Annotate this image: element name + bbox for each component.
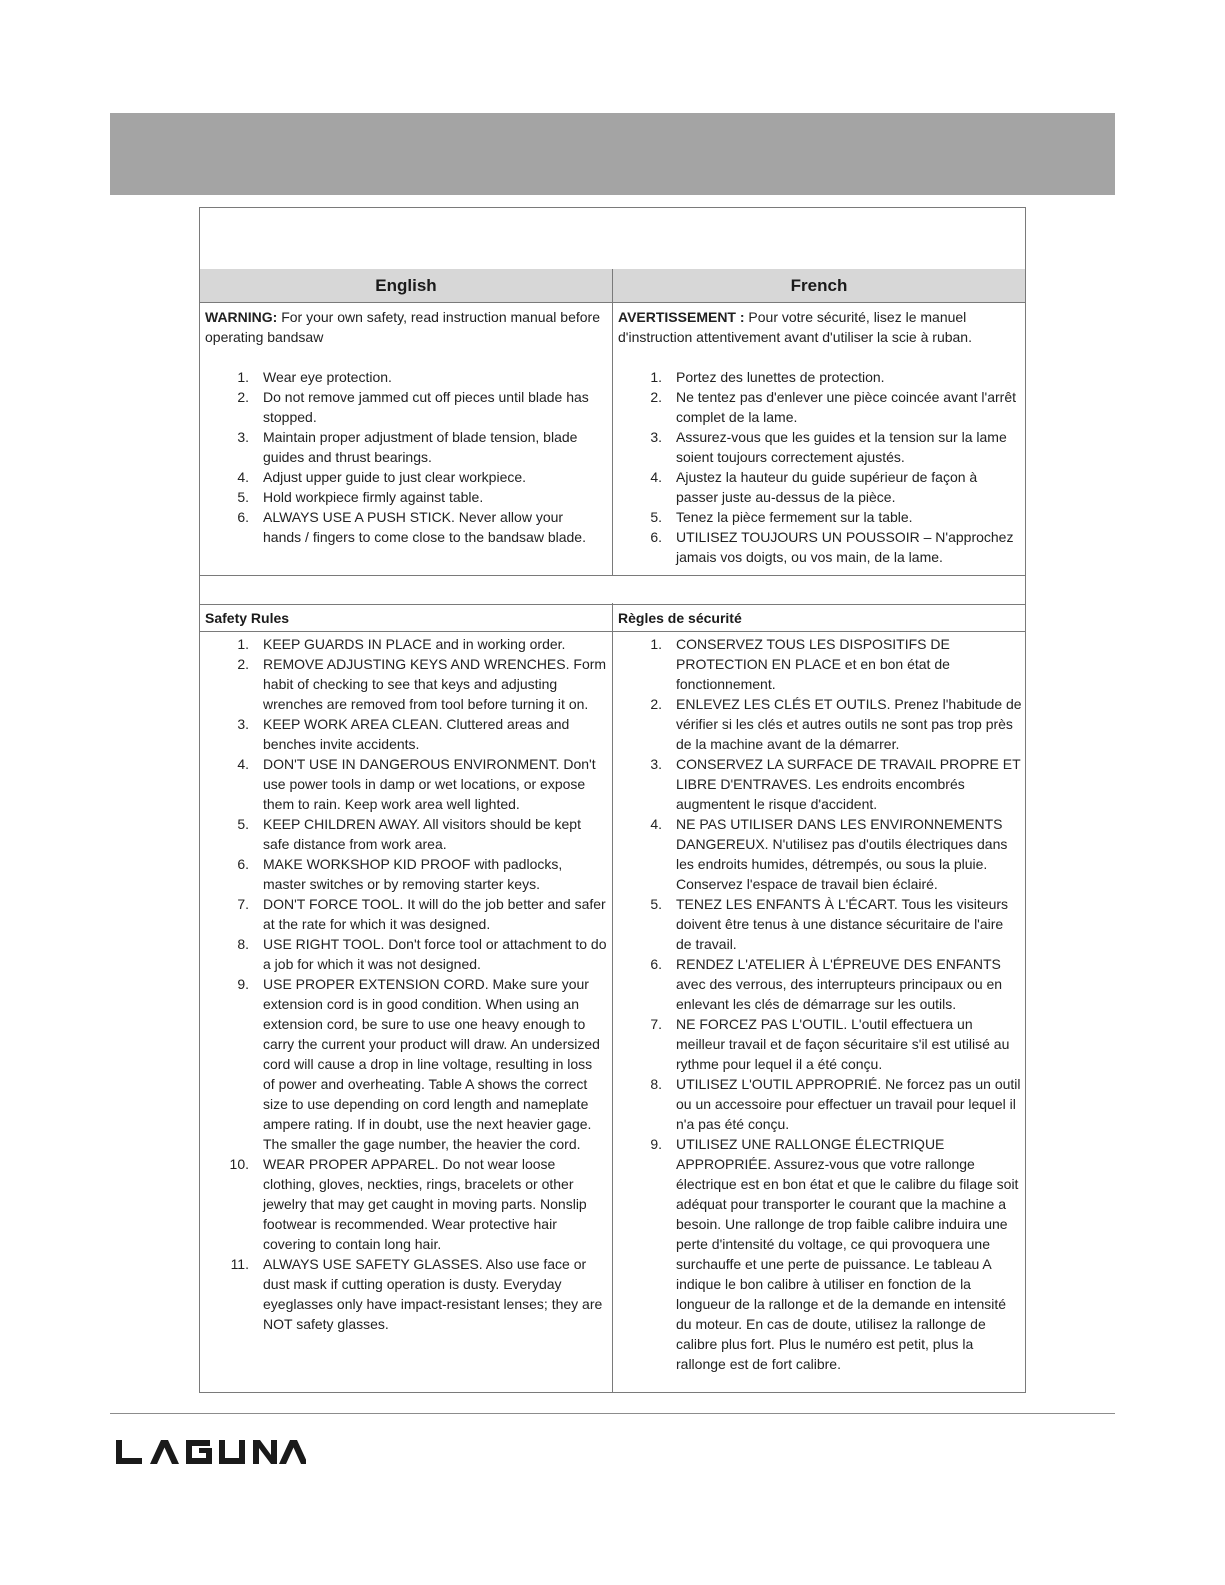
safety-rule-item	[205, 814, 607, 854]
list-number: 6.	[237, 856, 249, 872]
safety-rule-item	[205, 934, 607, 974]
warning-list-english	[205, 367, 605, 547]
list-number: 1.	[650, 369, 662, 385]
list-item-text: UTILISEZ L'OUTIL APPROPRIÉ. Ne forcez pas un outil ou un accessoire pour effectuer un travail pour lequel il n'a pas été conçu.	[676, 1076, 1021, 1132]
list-item-text: WEAR PROPER APPAREL. Do not wear loose clothing, gloves, neckties, rings, bracelets or other jewelry that may get caught in moving parts. Nonslip footwear is recommended. Wear protective hair covering to contain long hair.	[263, 1156, 587, 1252]
list-item-text: Ajustez la hauteur du guide supérieur de façon à passer juste au-dessus de la pièce.	[676, 469, 978, 505]
list-number: 5.	[650, 896, 662, 912]
list-item-text: DON'T USE IN DANGEROUS ENVIRONMENT. Don't use power tools in damp or wet locations, or expose them to rain. Keep work area well lighted.	[263, 756, 596, 812]
list-item-text: NE FORCEZ PAS L'OUTIL. L'outil effectuera un meilleur travail et de façon sécuritaire s'il est utilisé au rythme pour lequel il a été conçu.	[676, 1016, 1010, 1072]
list-number: 5.	[237, 489, 249, 505]
list-item-text: Ne tentez pas d'enlever une pièce coincée avant l'arrêt complet de la lame.	[676, 389, 1016, 425]
laguna-logo	[116, 1440, 306, 1464]
list-item-text: CONSERVEZ TOUS LES DISPOSITIFS DE PROTECTION EN PLACE et en bon état de fonctionnement.	[676, 636, 950, 692]
list-number: 10.	[229, 1156, 249, 1172]
list-number: 4.	[237, 756, 249, 772]
list-number: 4.	[650, 816, 662, 832]
table-spacer-row	[200, 575, 1025, 605]
list-item-text: TENEZ LES ENFANTS À L'ÉCART. Tous les visiteurs doivent être tenus à une distance sécuritaire de l'aire de travail.	[676, 896, 1009, 952]
warning-english	[205, 307, 605, 547]
list-item-text: KEEP WORK AREA CLEAN. Cluttered areas and benches invite accidents.	[263, 716, 570, 752]
safety-rule-item	[618, 634, 1022, 694]
column-divider-top	[612, 269, 613, 575]
safety-rule-item	[618, 1074, 1022, 1134]
list-item-text: Wear eye protection.	[263, 369, 392, 385]
list-item-text: RENDEZ L'ATELIER À L'ÉPREUVE DES ENFANTS avec des verrous, des interrupteurs principaux ou en enlevant les clés de démarrage sur les outils.	[676, 956, 1003, 1012]
list-number: 6.	[237, 509, 249, 525]
list-number: 2.	[650, 696, 662, 712]
safety-rule-item	[205, 634, 607, 654]
list-number: 7.	[650, 1016, 662, 1032]
warning-item	[205, 367, 605, 387]
list-item-text: KEEP GUARDS IN PLACE and in working order.	[263, 636, 566, 652]
list-item-text: ALWAYS USE A PUSH STICK. Never allow your hands / fingers to come close to the bandsaw blade.	[263, 509, 586, 545]
safety-rules-list-french	[618, 634, 1022, 1374]
list-number: 9.	[650, 1136, 662, 1152]
list-item-text: ENLEVEZ LES CLÉS ET OUTILS. Prenez l'habitude de vérifier si les clés et autres outils ne sont pas trop près de la machine avant de la démarrer.	[676, 696, 1022, 752]
footer-divider	[110, 1413, 1115, 1414]
safety-rule-item	[618, 814, 1022, 894]
list-item-text: Adjust upper guide to just clear workpiece.	[263, 469, 527, 485]
safety-rule-item	[205, 894, 607, 934]
list-number: 2.	[650, 389, 662, 405]
warning-french-lead: AVERTISSEMENT :	[618, 309, 745, 325]
list-item-text: Portez des lunettes de protection.	[676, 369, 885, 385]
warning-item	[618, 467, 1020, 507]
safety-rule-item	[205, 654, 607, 714]
safety-rule-item	[618, 754, 1022, 814]
list-number: 4.	[650, 469, 662, 485]
list-number: 5.	[650, 509, 662, 525]
list-item-text: MAKE WORKSHOP KID PROOF with padlocks, master switches or by removing starter keys.	[263, 856, 563, 892]
warning-item	[205, 507, 605, 547]
warning-french-text: Pour votre sécurité, lisez le manuel d'instruction attentivement avant d'utiliser la scie à ruban.	[618, 309, 972, 345]
header-band	[110, 113, 1115, 195]
table-title-row	[200, 208, 1025, 270]
warning-item	[618, 507, 1020, 527]
list-number: 8.	[237, 936, 249, 952]
warning-item	[205, 467, 605, 487]
list-item-text: REMOVE ADJUSTING KEYS AND WRENCHES. Form habit of checking to see that keys and adjusting wrenches are removed from tool before turning it on.	[263, 656, 607, 712]
warning-item	[618, 367, 1020, 387]
list-item-text: Hold workpiece firmly against table.	[263, 489, 484, 505]
list-number: 4.	[237, 469, 249, 485]
warning-list-french	[618, 367, 1020, 567]
list-item-text: CONSERVEZ LA SURFACE DE TRAVAIL PROPRE ET LIBRE D'ENTRAVES. Les endroits encombrés augmentent le risque d'accident.	[676, 756, 1021, 812]
list-item-text: Tenez la pièce fermement sur la table.	[676, 509, 913, 525]
list-number: 3.	[237, 716, 249, 732]
list-number: 5.	[237, 816, 249, 832]
warning-english-text: For your own safety, read instruction manual before operating bandsaw	[205, 309, 601, 345]
header-english: English	[375, 276, 437, 295]
warning-item	[618, 387, 1020, 427]
safety-rules-title-french: Règles de sécurité	[618, 610, 742, 626]
list-item-text: Do not remove jammed cut off pieces until blade has stopped.	[263, 389, 589, 425]
safety-rules-list-english	[205, 634, 607, 1334]
safety-rule-item	[205, 714, 607, 754]
list-number: 6.	[650, 956, 662, 972]
list-number: 3.	[650, 429, 662, 445]
warning-item	[205, 487, 605, 507]
list-number: 8.	[650, 1076, 662, 1092]
list-number: 1.	[650, 636, 662, 652]
safety-rules-title-english: Safety Rules	[205, 610, 290, 626]
header-french: French	[790, 276, 848, 295]
warning-english-lead: WARNING:	[205, 309, 278, 325]
list-item-text: DON'T FORCE TOOL. It will do the job better and safer at the rate for which it was designed.	[263, 896, 606, 932]
list-item-text: UTILISEZ UNE RALLONGE ÉLECTRIQUE APPROPRIÉE. Assurez-vous que votre rallonge électrique est en bon état et que le calibre du filage soit adéquat pour transporter le courant que la machine a besoin. Une rallonge de trop faible calibre induira une perte d'intensité du voltage, ce qui provoquera une surchauffe et une perte de puissance. Le tableau A indique le bon calibre à utiliser en fonction de la longueur de la rallonge et de la demande en intensité du moteur. En cas de doute, utilisez la rallonge de calibre plus fort. Plus le numéro est petit, plus la rallonge est de fort calibre.	[676, 1136, 1019, 1372]
list-item-text: USE PROPER EXTENSION CORD. Make sure your extension cord is in good condition. When using an extension cord, be sure to use one heavy enough to carry the current your product will draw. An undersized cord will cause a drop in line voltage, resulting in loss of power and overheating. Table A shows the correct size to use depending on cord length and nameplate ampere rating. If in doubt, use the next heavier gage. The smaller the gage number, the heavier the cord.	[263, 976, 600, 1152]
list-item-text: Assurez-vous que les guides et la tension sur la lame soient toujours correctement ajustés.	[676, 429, 1007, 465]
list-item-text: UTILISEZ TOUJOURS UN POUSSOIR – N'approchez jamais vos doigts, ou vos main, de la lame.	[676, 529, 1014, 565]
safety-rule-item	[618, 954, 1022, 1014]
safety-rules-english	[205, 634, 607, 1334]
list-number: 1.	[237, 369, 249, 385]
warning-item	[205, 427, 605, 467]
safety-rules-french	[618, 634, 1022, 1374]
list-number: 3.	[237, 429, 249, 445]
safety-rule-item	[205, 854, 607, 894]
list-number: 7.	[237, 896, 249, 912]
warning-french	[618, 307, 1020, 567]
list-item-text: ALWAYS USE SAFETY GLASSES. Also use face or dust mask if cutting operation is dusty. Everyday eyeglasses only have impact-resistant lenses; they are NOT safety glasses.	[263, 1256, 603, 1332]
list-item-text: NE PAS UTILISER DANS LES ENVIRONNEMENTS DANGEREUX. N'utilisez pas d'outils électriques dans les endroits humides, détrempés, ou sous la pluie. Conservez l'espace de travail bien éclairé.	[676, 816, 1008, 892]
list-number: 1.	[237, 636, 249, 652]
warning-item	[618, 527, 1020, 567]
list-number: 6.	[650, 529, 662, 545]
safety-rule-item	[205, 974, 607, 1154]
list-number: 9.	[237, 976, 249, 992]
list-item-text: USE RIGHT TOOL. Don't force tool or attachment to do a job for which it was not designed.	[263, 936, 607, 972]
list-item-text: Maintain proper adjustment of blade tension, blade guides and thrust bearings.	[263, 429, 578, 465]
column-divider-bottom	[612, 603, 613, 1392]
safety-rule-item	[618, 1134, 1022, 1374]
list-number: 2.	[237, 656, 249, 672]
safety-table	[199, 207, 1026, 1393]
list-item-text: KEEP CHILDREN AWAY. All visitors should be kept safe distance from work area.	[263, 816, 581, 852]
list-number: 11.	[230, 1256, 249, 1272]
safety-rule-item	[205, 1154, 607, 1254]
list-number: 2.	[237, 389, 249, 405]
safety-rule-item	[205, 754, 607, 814]
list-number: 3.	[650, 756, 662, 772]
safety-rule-item	[618, 694, 1022, 754]
safety-rule-item	[618, 1014, 1022, 1074]
safety-rule-item	[618, 894, 1022, 954]
warning-item	[205, 387, 605, 427]
warning-item	[618, 427, 1020, 467]
safety-rule-item	[205, 1254, 607, 1334]
